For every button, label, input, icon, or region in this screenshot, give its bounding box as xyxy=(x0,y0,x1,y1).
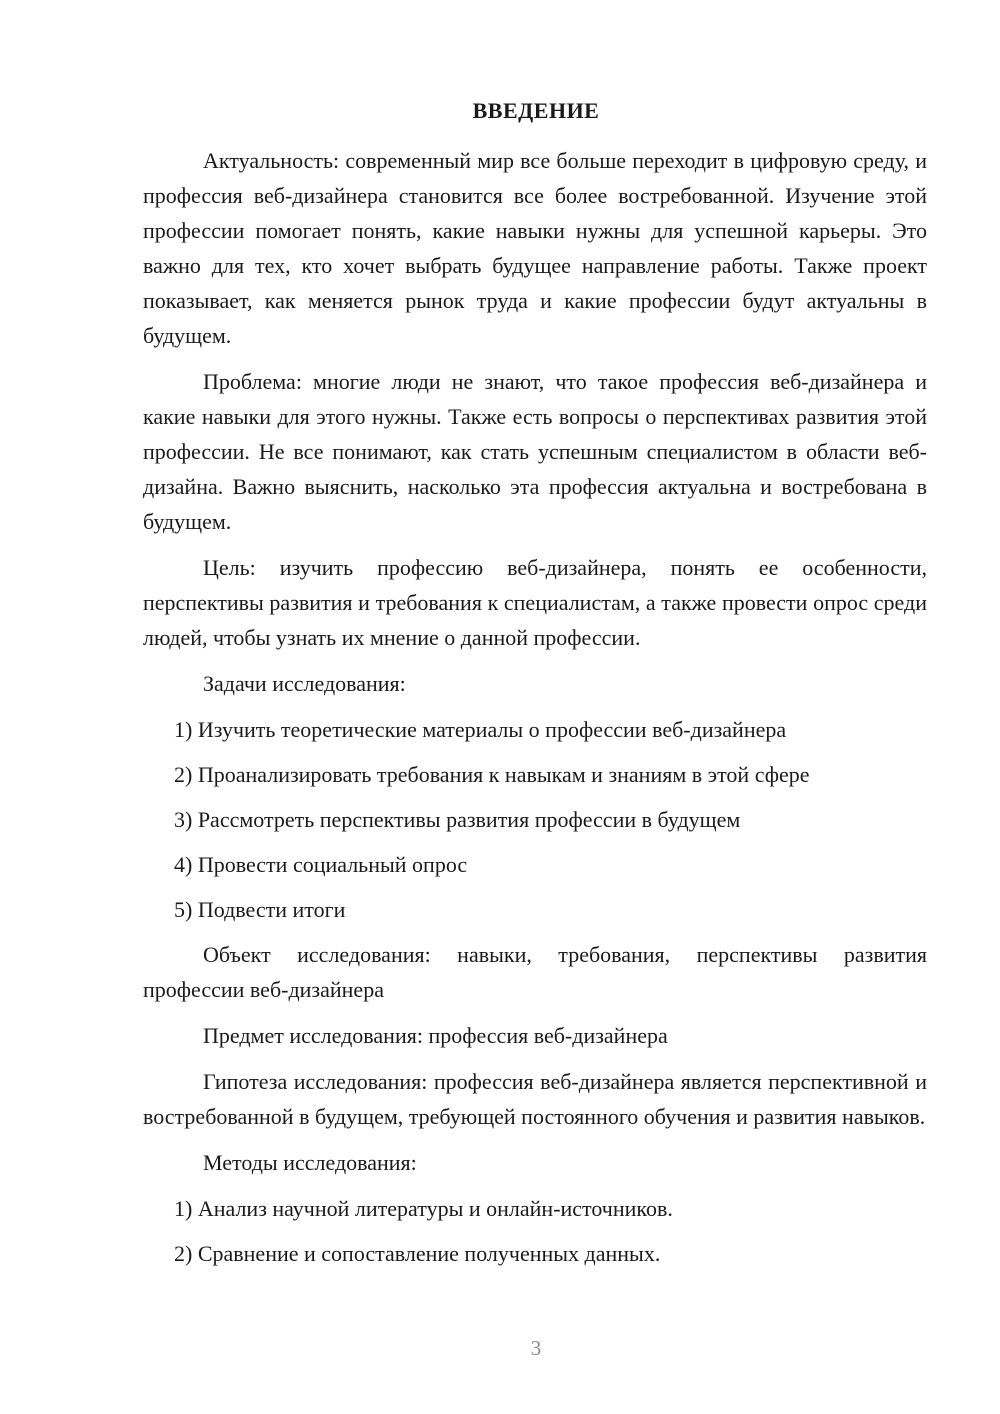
list-item: 5) Подвести итоги xyxy=(174,897,346,922)
goal-paragraph: Цель: изучить профессию веб-дизайнера, понять ее особенности, перспективы развития и требования к специалистам, а также провести опрос среди людей, чтобы узнать их мнение о данной профессии. xyxy=(143,555,927,650)
page-number: 3 xyxy=(530,1336,542,1360)
methods-heading: Методы исследования: xyxy=(203,1150,417,1175)
list-item: 3) Рассмотреть перспективы развития профессии в будущем xyxy=(174,807,741,832)
methods-list xyxy=(143,1191,927,1271)
object-paragraph: Объект исследования: навыки, требования, перспективы развития профессии веб-дизайнера xyxy=(143,942,927,1002)
list-item: 2) Сравнение и сопоставление полученных данных. xyxy=(174,1241,661,1266)
list-item: 1) Анализ научной литературы и онлайн-источников. xyxy=(174,1196,673,1221)
subject-paragraph: Предмет исследования: профессия веб-дизайнера xyxy=(203,1023,668,1048)
problem-paragraph: Проблема: многие люди не знают, что такое профессия веб-дизайнера и какие навыки для этого нужны. Также есть вопросы о перспективах развития этой профессии. Не все понимают, как стать успешным специалистом в области веб-дизайна. Важно выяснить, насколько эта профессия актуальна и востребована в будущем. xyxy=(143,369,927,534)
hypothesis-paragraph: Гипотеза исследования: профессия веб-дизайнера является перспективной и востребованной в будущем, требующей постоянного обучения и развития навыков. xyxy=(143,1069,927,1129)
tasks-heading: Задачи исследования: xyxy=(203,671,406,696)
list-item: 4) Провести социальный опрос xyxy=(174,852,468,877)
list-item: 1) Изучить теоретические материалы о профессии веб-дизайнера xyxy=(174,717,787,742)
list-item: 2) Проанализировать требования к навыкам и знаниям в этой сфере xyxy=(174,762,810,787)
tasks-list xyxy=(143,712,927,927)
page-title: ВВЕДЕНИЕ xyxy=(472,98,600,123)
document-body xyxy=(143,143,927,1281)
relevance-paragraph: Актуальность: современный мир все больше переходит в цифровую среду, и профессия веб-дизайнера становится все более востребованной. Изучение этой профессии помогает понять, какие навыки нужны для успешной карьеры. Это важно для тех, кто хочет выбрать будущее направление работы. Также проект показывает, как меняется рынок труда и какие профессии будут актуальны в будущем. xyxy=(143,148,927,348)
